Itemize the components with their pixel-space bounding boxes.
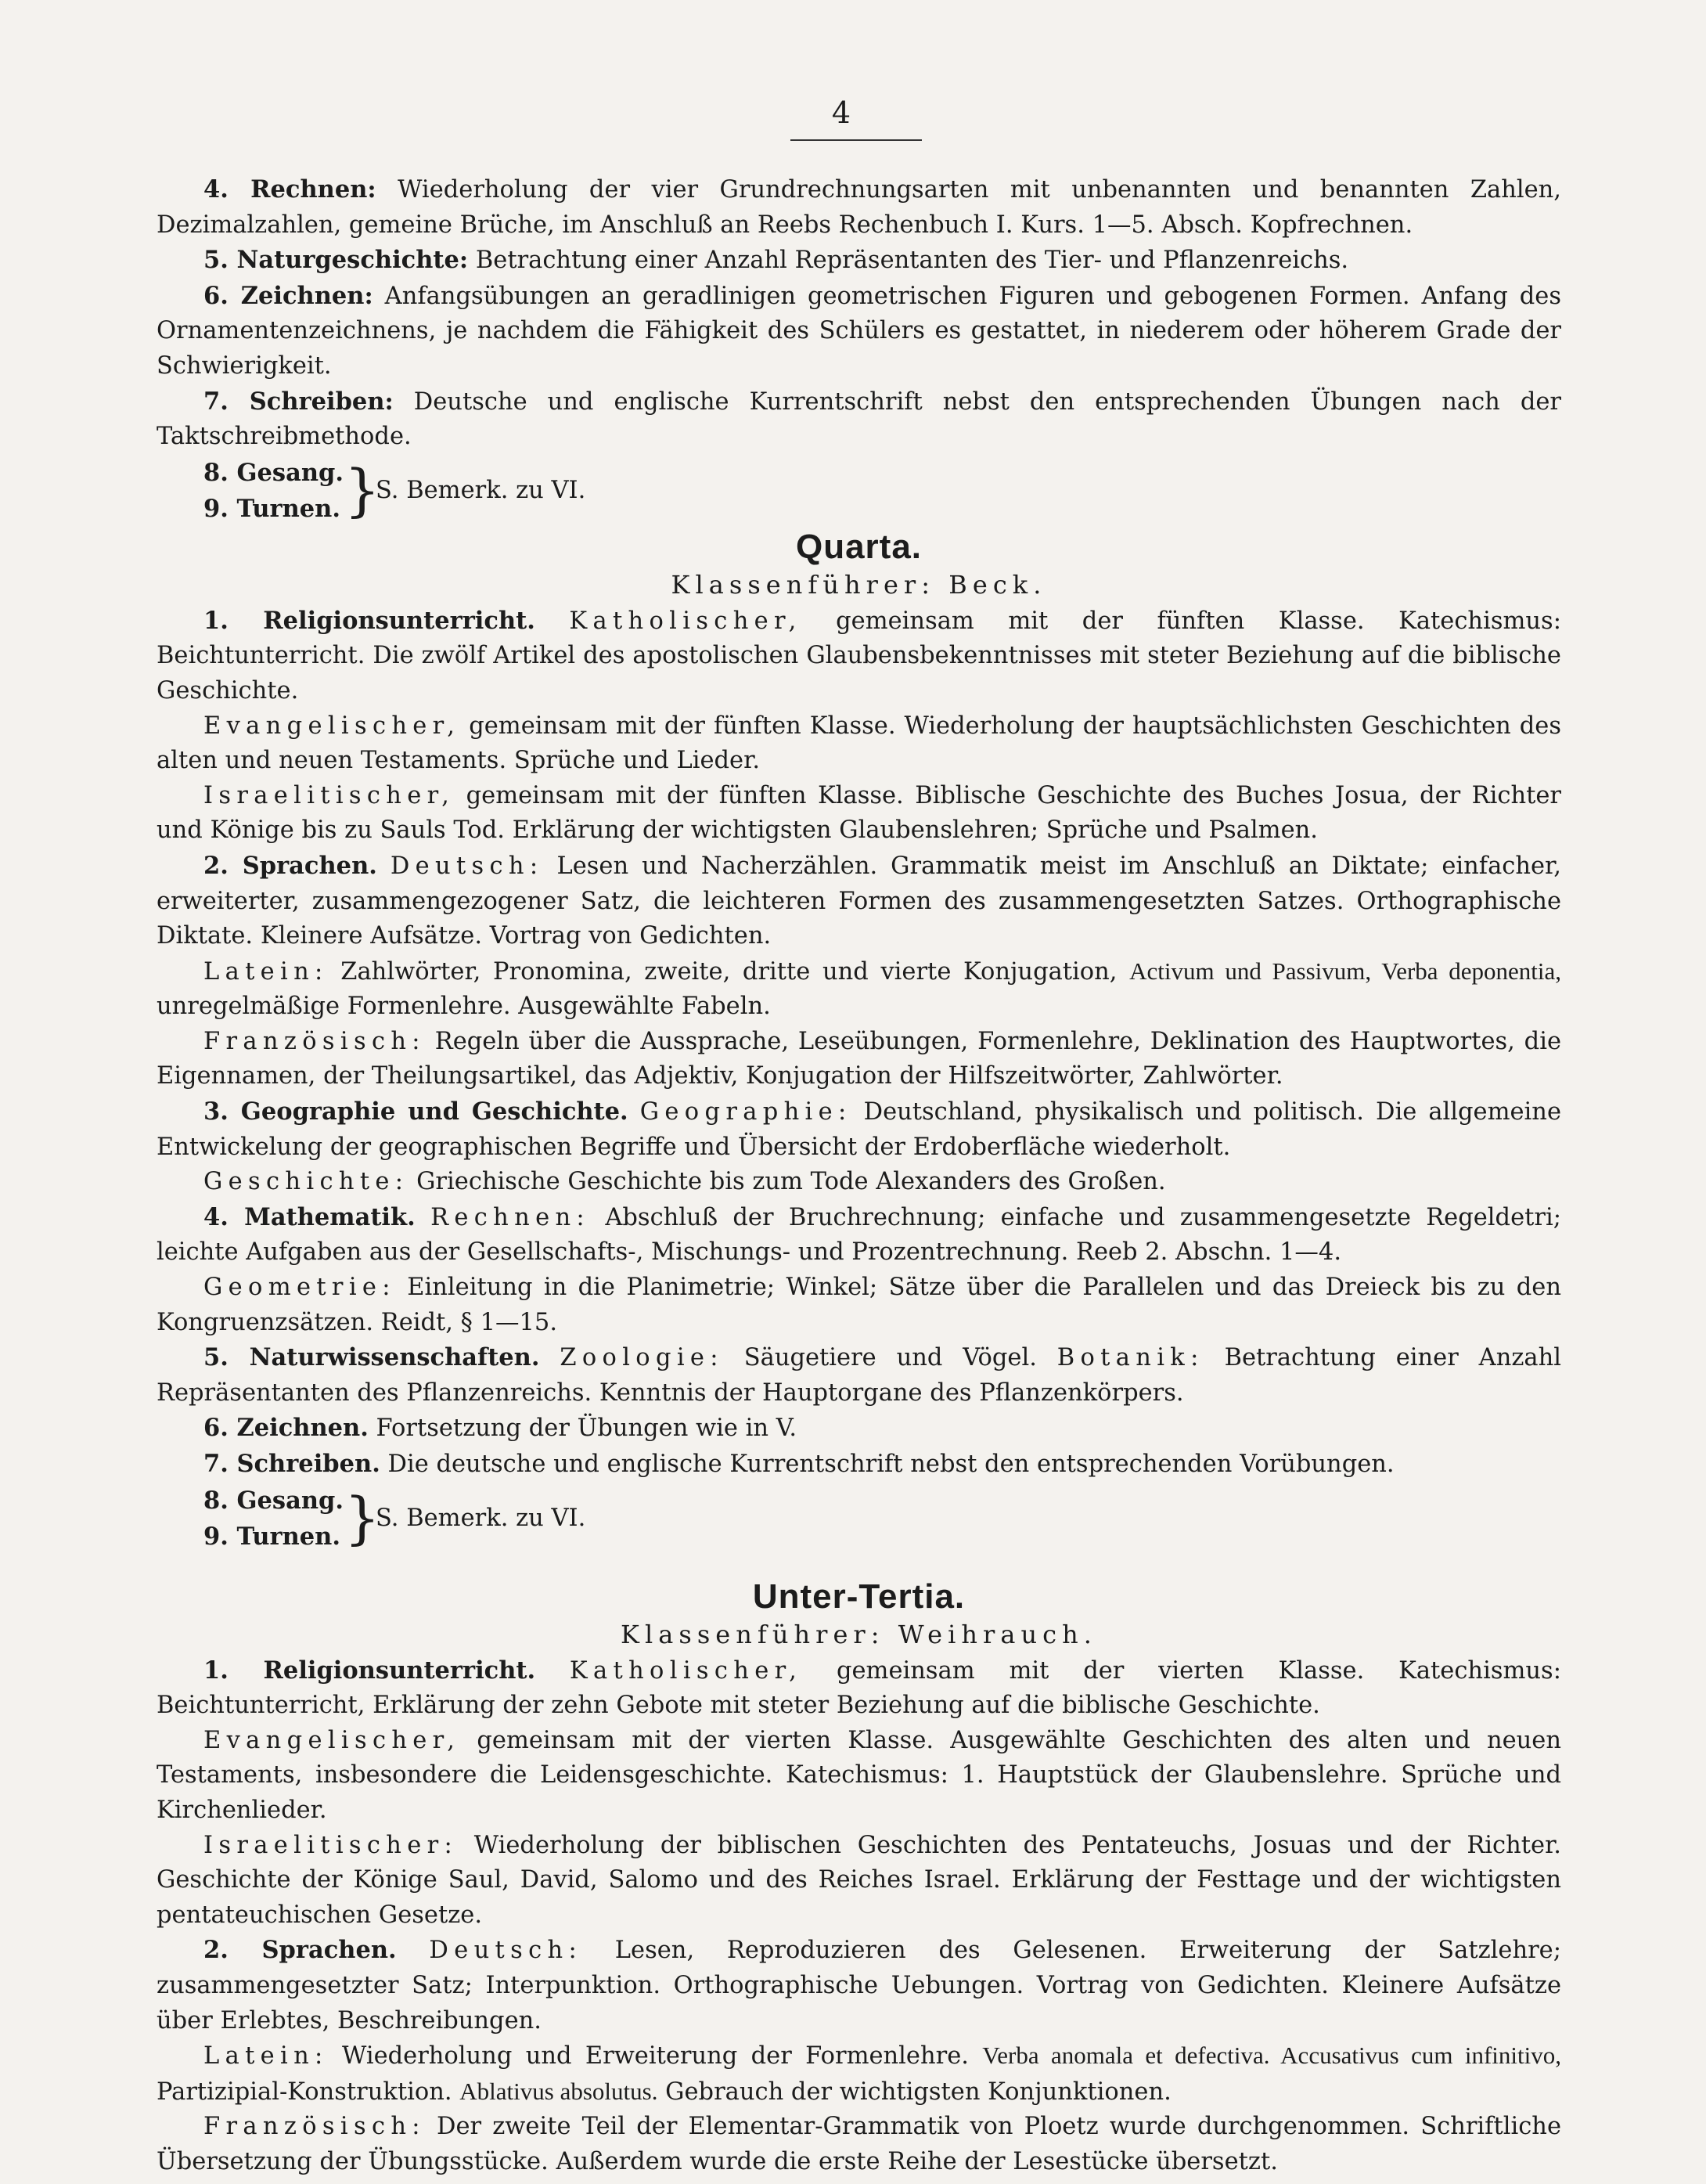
latin-text: Ablativus absolutus. [459, 2077, 658, 2105]
quarta-religion-evangelisch [157, 709, 1561, 779]
item-text: Deutschland, physikalisch und politisch. Die allgemeine Entwickelung der geographischen Begriffe und Übersicht der Erdoberfläche wiederholt. [157, 1098, 1562, 1161]
item-heading: 3. Geographie und Geschichte. [203, 1097, 628, 1126]
spaced-term: Deutsch: [429, 1937, 583, 1965]
item-heading: 1. Religionsunterricht. [203, 606, 535, 635]
spaced-term: Geographie: [639, 1098, 852, 1126]
item-text: Anfangsübungen an geradlinigen geometrischen Figuren und gebogenen Formen. Anfang des Ornamentenzeichnens, je nachdem die Fähigkeit des Schülers es gestattet, in niederem oder höherem Grade der Schwierigkeit. [157, 282, 1561, 380]
item-text: Gebrauch der wichtigsten Konjunktionen. [657, 2078, 1172, 2106]
gesang-label: 8. Gesang. [203, 1486, 344, 1515]
ut-deutsch [157, 1933, 1561, 2038]
ut-religion-israelitisch [157, 1829, 1561, 1934]
class-teacher-quarta: Klassenführer: Beck. [671, 569, 1047, 600]
spaced-term: Israelitischer, [203, 781, 455, 809]
item-heading: 4. Rechnen: [203, 175, 376, 204]
top-item-schreiben [157, 384, 1561, 455]
item-heading: 7. Schreiben: [203, 387, 394, 416]
spaced-term: Israelitischer: [203, 1831, 459, 1859]
item-heading: 2. Sprachen. [203, 851, 377, 880]
spaced-term: Französisch: [203, 1027, 426, 1055]
item-text: unregelmäßige Formenlehre. Ausgewählte Fabeln. [157, 993, 771, 1021]
item-text: Wiederholung der biblischen Geschichten des Pentateuchs, Josuas und der Richter. Geschichte der Könige Saul, David, Salomo und des Reiches Israel. Erklärung der Festtage und der wichtigsten pentateuchischen Gesetze. [157, 1831, 1561, 1929]
spaced-term: Katholischer, [569, 1656, 803, 1685]
section-title-untertertia: Unter-Tertia. [752, 1577, 966, 1616]
quarta-deutsch [157, 849, 1561, 954]
spaced-term: Geschichte: [203, 1168, 409, 1196]
item-heading: 6. Zeichnen: [203, 281, 373, 310]
item-heading: 6. Zeichnen. [203, 1414, 369, 1443]
item-text: Regeln über die Aussprache, Leseübungen, Formenlehre, Deklination des Hauptwortes, die Eigennamen, der Theilungsartikel, das Adjektiv, Konjugation der Hilfszeitwörter, Zahlwörter. [157, 1027, 1561, 1090]
quarta-latein [157, 954, 1561, 1025]
quarta-schreiben [157, 1447, 1561, 1483]
quarta-naturwissenschaften [157, 1340, 1561, 1411]
top-item-zeichnen [157, 279, 1561, 384]
page-number: 4 [831, 96, 851, 130]
class-teacher-untertertia: Klassenführer: Weihrauch. [621, 1619, 1097, 1649]
quarta-religion-israelitisch [157, 779, 1561, 849]
item-text: Griechische Geschichte bis zum Tode Alexanders des Großen. [409, 1168, 1166, 1196]
spaced-term: Latein: [203, 2042, 329, 2070]
item-text: Zahlwörter, Pronomina, zweite, dritte und vierte Konjugation, [328, 957, 1130, 986]
quarta-franzoesisch [157, 1025, 1561, 1094]
item-text: gemeinsam mit der vierten Klasse. Katechismus: Beichtunterricht, Erklärung der zehn Gebote mit steter Beziehung auf die biblische Geschichte. [157, 1656, 1561, 1720]
item-text: gemeinsam mit der fünften Klasse. Biblische Geschichte des Buches Josua, der Richter und Könige bis zu Sauls Tod. Erklärung der wichtigsten Glaubenslehren; Sprüche und Psalmen. [157, 781, 1561, 845]
item-text: Lesen und Nacherzählen. Grammatik meist im Anschluß an Diktate; einfacher, erweiterter, zusammengezogener Satz, die leichteren Formen des zusammengesetzten Satzes. Orthographische Diktate. Kleinere Aufsätze. Vortrag von Gedichten. [157, 852, 1561, 950]
top-item-rechnen [157, 172, 1561, 243]
item-text: Wiederholung und Erweiterung der Formenlehre. [328, 2042, 983, 2070]
gesang-label: 8. Gesang. [203, 458, 344, 487]
latin-text: Activum und Passivum, Verba deponentia, [1129, 957, 1561, 985]
item-heading: 5. Naturwissenschaften. [203, 1343, 540, 1372]
item-heading: 4. Mathematik. [203, 1202, 416, 1231]
quarta-geschichte [157, 1165, 1561, 1200]
item-text: Die deutsche und englische Kurrentschrift nebst den entsprechenden Vorübungen. [380, 1451, 1395, 1478]
item-text: gemeinsam mit der fünften Klasse. Katechismus: Beichtunterricht. Die zwölf Artikel des apostolischen Glaubensbekenntnisses mit steter Beziehung auf die biblische Geschichte. [157, 607, 1561, 705]
item-text: Betrachtung einer Anzahl Repräsentanten des Pflanzenreichs. Kenntnis der Hauptorgane des Pflanzenkörpers. [157, 1344, 1561, 1407]
item-text: Einleitung in die Planimetrie; Winkel; Sätze über die Parallelen und das Dreieck bis zu den Kongruenzsätzen. Reidt, § 1—15. [157, 1274, 1561, 1336]
item-text: Fortsetzung der Übungen wie in V. [368, 1415, 797, 1443]
section-title-quarta: Quarta. [795, 527, 923, 566]
item-text: Abschluß der Bruchrechnung; einfache und zusammengesetzte Regeldetri; leichte Aufgaben aus der Gesellschafts-, Mischungs- und Prozentrechnung. Reeb 2. Abschn. 1—4. [157, 1203, 1561, 1267]
turnen-label: 9. Turnen. [203, 1522, 340, 1551]
item-heading: 5. Naturgeschichte: [203, 246, 469, 275]
item-heading: 2. Sprachen. [203, 1936, 397, 1965]
item-text: Säugetiere und Vögel. [723, 1344, 1057, 1372]
quarta-geometrie [157, 1270, 1561, 1340]
brace-note: S. Bemerk. zu VI. [376, 1504, 586, 1532]
item-text: Deutsche und englische Kurrentschrift nebst den entsprechenden Übungen nach der Taktschreibmethode. [157, 387, 1561, 451]
spaced-term: Botanik: [1056, 1344, 1204, 1372]
brace-symbol: } [344, 456, 380, 523]
item-text: Der zweite Teil der Elementar-Grammatik von Ploetz wurde durchgenommen. Schriftliche Übersetzung der Übungsstücke. Außerdem wurde die erste Reihe der Lesestücke übersetzt. [157, 2113, 1561, 2175]
quarta-brace-group [157, 1483, 1561, 1556]
spaced-term: Deutsch: [390, 852, 544, 880]
brace-symbol: } [344, 1484, 380, 1551]
turnen-label: 9. Turnen. [203, 494, 340, 523]
item-heading: 1. Religionsunterricht. [203, 1656, 536, 1685]
ut-franzoesisch [157, 2110, 1561, 2179]
spaced-term: Evangelischer, [203, 1726, 461, 1754]
spaced-term: Evangelischer, [203, 712, 461, 740]
top-item-naturgeschichte [157, 243, 1561, 279]
quarta-geographie [157, 1094, 1561, 1165]
header-rule [790, 139, 922, 141]
item-text: Wiederholung der vier Grundrechnungsarten mit unbenannten und benannten Zahlen, Dezimalzahlen, gemeine Brüche, im Anschluß an Reebs Rechenbuch I. Kurs. 1—5. Absch. Kopfrechnen. [157, 176, 1561, 239]
latin-text: Verba anomala et defectiva. Accusativus cum infinitivo, [982, 2042, 1561, 2070]
item-heading: 7. Schreiben. [203, 1450, 380, 1478]
item-text: gemeinsam mit der fünften Klasse. Wiederholung der hauptsächlichsten Geschichten des alten und neuen Testaments. Sprüche und Lieder. [157, 712, 1561, 775]
quarta-religion-katholisch [157, 604, 1561, 709]
spaced-term: Zoologie: [560, 1344, 724, 1372]
spaced-term: Rechnen: [430, 1203, 591, 1231]
quarta-zeichnen [157, 1411, 1561, 1447]
ut-latein [157, 2038, 1561, 2110]
spaced-term: Latein: [203, 957, 329, 986]
spaced-term: Katholischer, [569, 607, 802, 635]
item-text: gemeinsam mit der vierten Klasse. Ausgewählte Geschichten des alten und neuen Testaments, insbesondere die Leidensgeschichte. Katechismus: 1. Hauptstück der Glaubenslehre. Sprüche und Kirchenlieder. [157, 1726, 1561, 1824]
item-text: Betrachtung einer Anzahl Repräsentanten des Tier- und Pflanzenreichs. [468, 247, 1349, 275]
spaced-term: Geometrie: [203, 1274, 396, 1302]
top-brace-group [157, 455, 1561, 528]
ut-religion-evangelisch [157, 1724, 1561, 1829]
quarta-rechnen [157, 1200, 1561, 1270]
ut-religion-katholisch [157, 1653, 1561, 1724]
spaced-term: Französisch: [203, 2113, 426, 2141]
item-text: Lesen, Reproduzieren des Gelesenen. Erweiterung der Satzlehre; zusammengesetzter Satz; Interpunktion. Orthographische Uebungen. Vortrag von Gedichten. Kleinere Aufsätze über Erlebtes, Beschreibungen. [157, 1937, 1562, 2034]
item-text: Partizipial-Konstruktion. [157, 2078, 460, 2106]
brace-note: S. Bemerk. zu VI. [376, 476, 586, 504]
page-body [157, 172, 1561, 2180]
